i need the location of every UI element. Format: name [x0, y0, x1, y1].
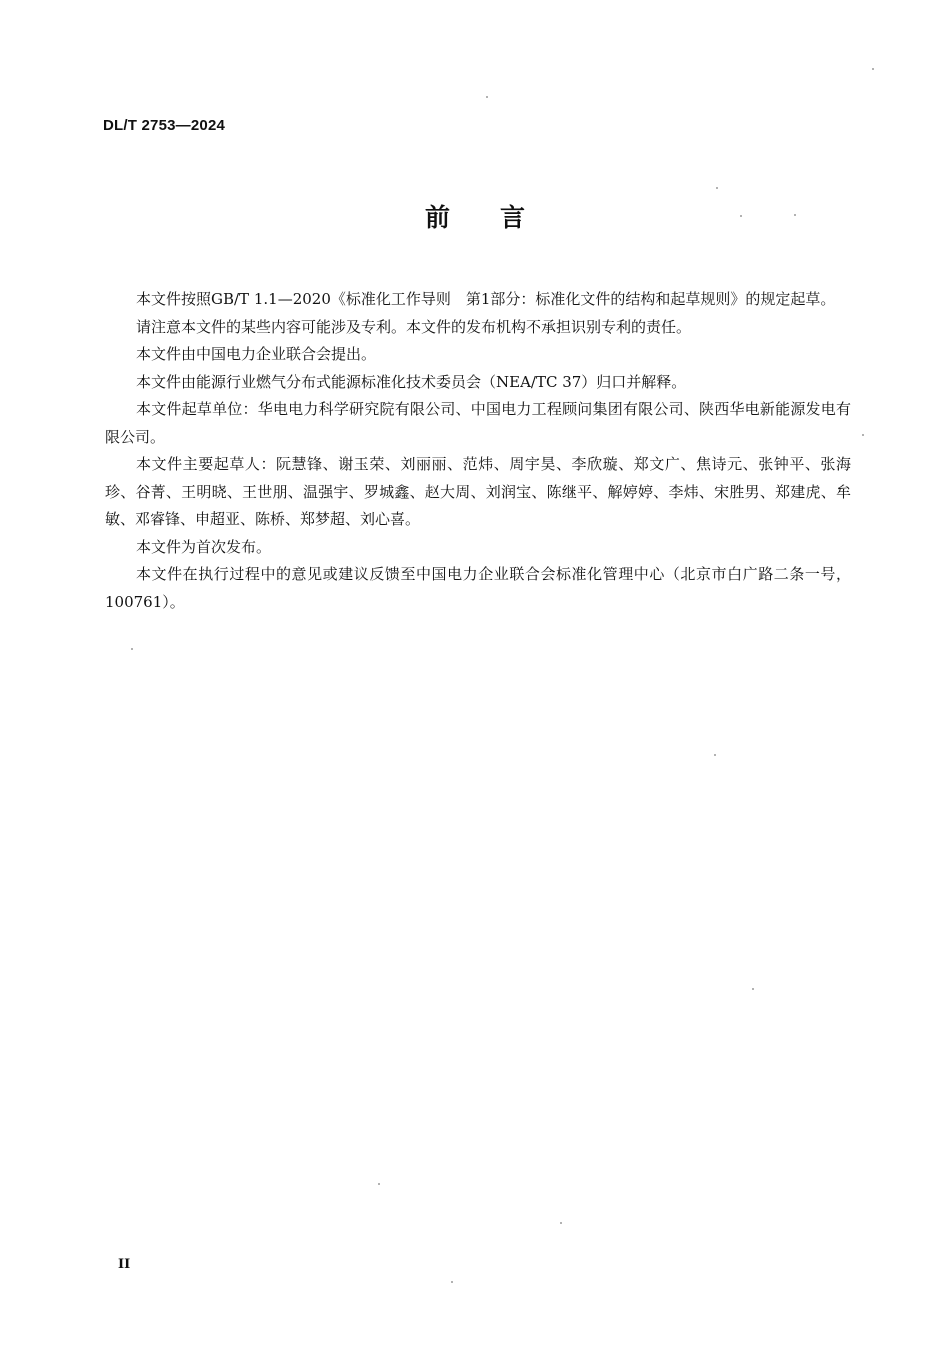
- scan-speck: [862, 434, 864, 436]
- scan-speck: [451, 1281, 453, 1283]
- paragraph-patent-notice: 请注意本文件的某些内容可能涉及专利。本文件的发布机构不承担识别专利的责任。: [136, 317, 692, 336]
- title-char-2: 言: [500, 203, 526, 232]
- foreword-body: [105, 286, 851, 616]
- scan-speck: [714, 754, 716, 756]
- standard-code: DL/T 2753—2024: [103, 117, 226, 134]
- paragraph-technical-committee: 本文件由能源行业燃气分布式能源标准化技术委员会（NEA/TC 37）归口并解释。: [136, 372, 687, 391]
- title-char-1: 前: [424, 203, 450, 232]
- page-number: II: [118, 1257, 131, 1272]
- paragraph-drafting-organizations: 本文件起草单位：华电电力科学研究院有限公司、中国电力工程顾问集团有限公司、陕西华电新能源发电有限公司。: [105, 400, 851, 446]
- paragraph-first-release: 本文件为首次发布。: [136, 537, 272, 556]
- page-title: [0, 201, 950, 235]
- paragraph-main-drafters: 本文件主要起草人：阮慧锋、谢玉荣、刘丽丽、范炜、周宇昊、李欣璇、郑文广、焦诗元、张钟平、张海珍、谷菁、王明晓、王世朋、温强宇、罗城鑫、赵大周、刘润宝、陈继平、解婷婷、李炜、宋胜男、郑建虎、牟敏、邓睿锋、申超亚、陈桥、郑梦超、刘心喜。: [105, 455, 851, 528]
- scan-speck: [486, 96, 488, 98]
- scan-speck: [872, 68, 874, 70]
- scan-speck: [378, 1183, 380, 1185]
- paragraph-drafting-basis: 本文件按照GB/T 1.1—2020《标准化工作导则 第1部分：标准化文件的结构和起草规则》的规定起草。: [136, 290, 836, 308]
- scan-speck: [560, 1222, 562, 1224]
- scan-speck: [740, 215, 742, 217]
- scan-speck: [131, 648, 133, 650]
- scan-speck: [716, 187, 718, 189]
- scan-speck: [752, 988, 754, 990]
- paragraph-proposer: 本文件由中国电力企业联合会提出。: [136, 345, 377, 363]
- scan-speck: [794, 214, 796, 216]
- paragraph-feedback-contact: 本文件在执行过程中的意见或建议反馈至中国电力企业联合会标准化管理中心（北京市白广路二条一号，100761）。: [105, 565, 851, 611]
